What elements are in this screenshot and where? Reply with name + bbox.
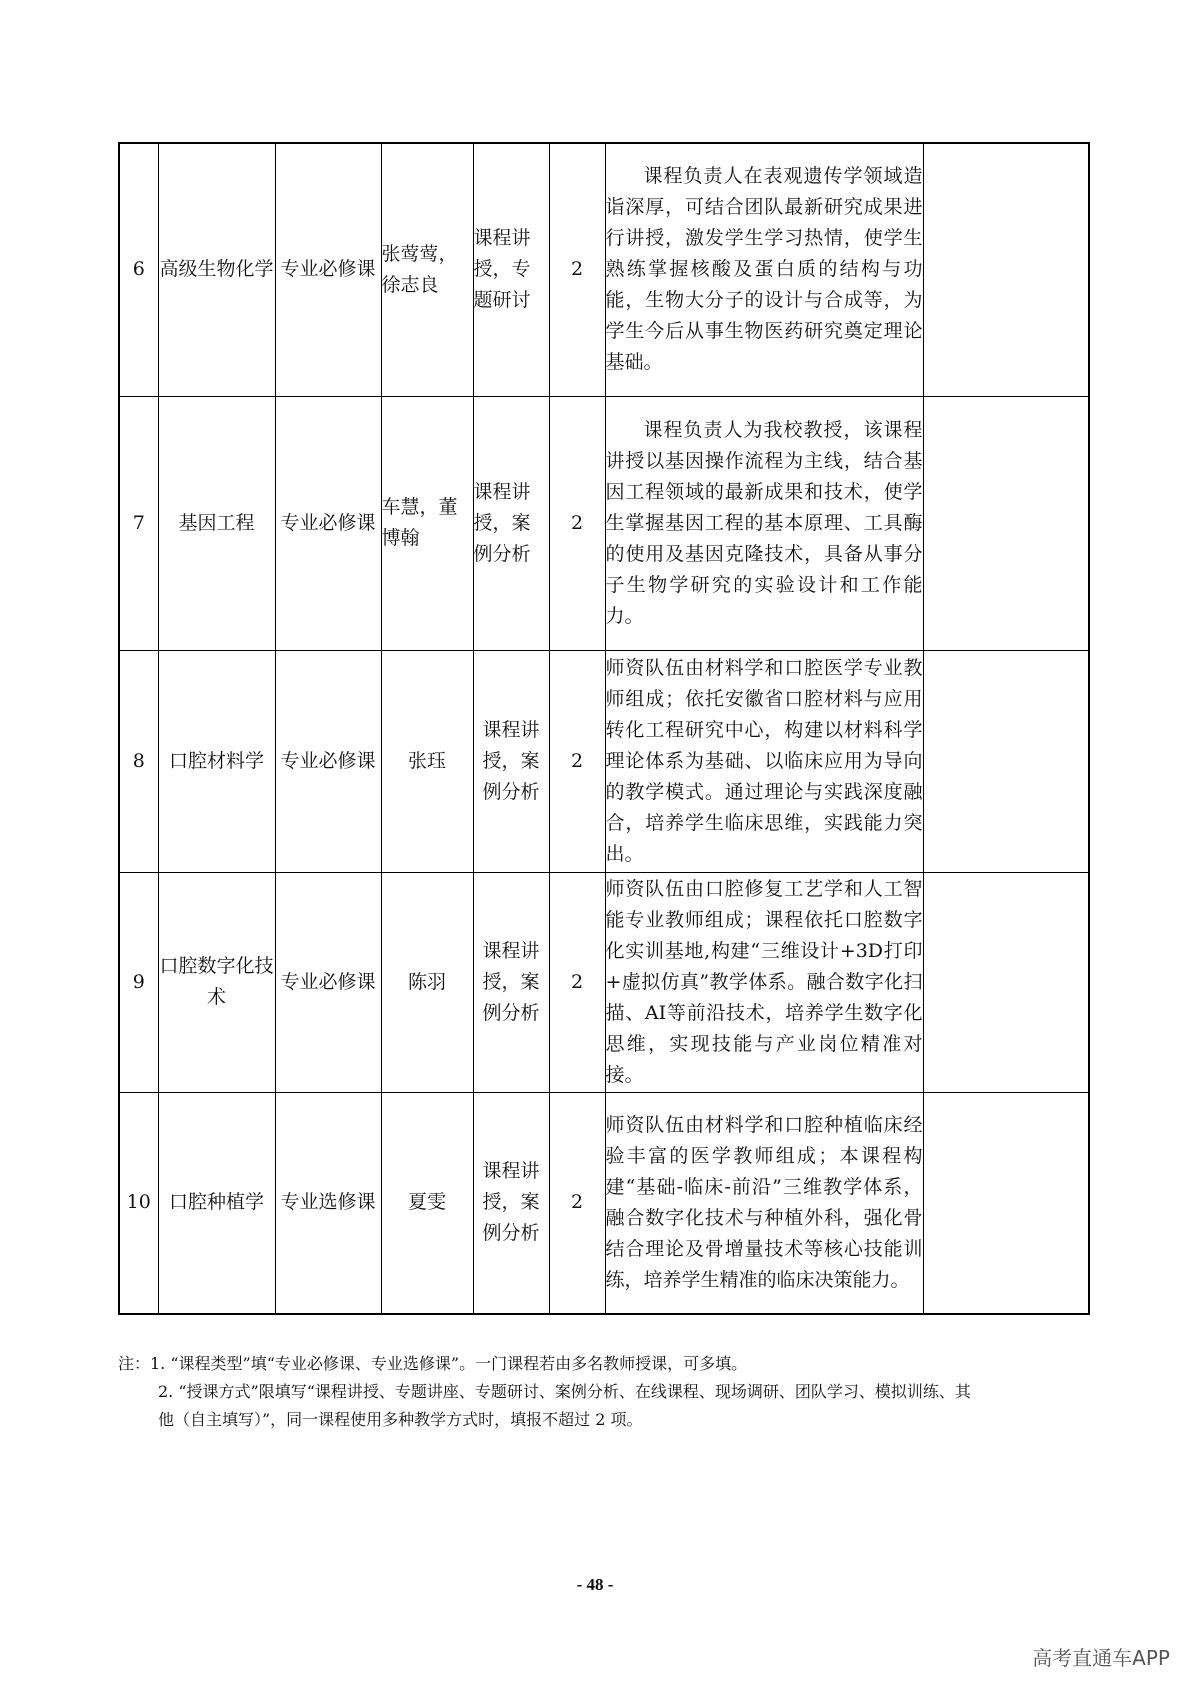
page-number: - 48 - xyxy=(576,1575,614,1594)
teaching-method: 课程讲授，专题研讨 xyxy=(473,143,549,396)
course-teachers: 陈羽 xyxy=(381,872,473,1092)
course-table xyxy=(118,142,1090,1315)
empty-cell xyxy=(923,872,1089,1092)
course-description: 师资队伍由口腔修复工艺学和人工智能专业教师组成；课程依托口腔数字化实训基地,构建“三维设计+3D打印+虚拟仿真”教学体系。融合数字化扫描、AI等前沿技术，培养学生数字化思维，实现技能与产业岗位精准对接。 xyxy=(605,872,923,1092)
course-type: 专业必修课 xyxy=(275,396,381,650)
table-row xyxy=(119,1092,1089,1314)
course-teachers: 夏雯 xyxy=(381,1092,473,1314)
course-type: 专业必修课 xyxy=(275,143,381,396)
empty-cell xyxy=(923,143,1089,396)
course-description: 师资队伍由材料学和口腔种植临床经验丰富的医学教师组成；本课程构建“基础-临床-前沿”三维教学体系，融合数字化技术与种植外科，强化骨结合理论及骨增量技术等核心技能训练，培养学生精准的临床决策能力。 xyxy=(605,1092,923,1314)
teaching-method: 课程讲授，案例分析 xyxy=(473,1092,549,1314)
teaching-method: 课程讲授，案例分析 xyxy=(473,872,549,1092)
course-description: 课程负责人为我校教授，该课程讲授以基因操作流程为主线，结合基因工程领域的最新成果和技术，使学生掌握基因工程的基本原理、工具酶的使用及基因克隆技术，具备从事分子生物学研究的实验设计和工作能力。 xyxy=(605,396,923,650)
course-teachers: 车慧，董博翰 xyxy=(381,396,473,650)
course-description: 课程负责人在表观遗传学领域造诣深厚，可结合团队最新研究成果进行讲授，激发学生学习热情，使学生熟练掌握核酸及蛋白质的结构与功能，生物大分子的设计与合成等，为学生今后从事生物医药研究奠定理论基础。 xyxy=(605,143,923,396)
course-type: 专业选修课 xyxy=(275,1092,381,1314)
course-hours: 2 xyxy=(549,650,605,872)
course-name: 口腔种植学 xyxy=(158,1092,275,1314)
empty-cell xyxy=(923,1092,1089,1314)
table-row xyxy=(119,396,1089,650)
course-teachers: 张珏 xyxy=(381,650,473,872)
course-name: 口腔数字化技术 xyxy=(158,872,275,1092)
row-number: 10 xyxy=(119,1092,158,1314)
table-row xyxy=(119,143,1089,396)
table-row xyxy=(119,650,1089,872)
course-teachers: 张莺莺，徐志良 xyxy=(381,143,473,396)
row-number: 7 xyxy=(119,396,158,650)
note-2-continued: 他（自主填写）”，同一课程使用多种教学方式时，填报不超过 2 项。 xyxy=(158,1410,643,1429)
table-notes xyxy=(118,1350,1098,1434)
teaching-method: 课程讲授，案例分析 xyxy=(473,650,549,872)
note-2: 2. “授课方式”限填写“课程讲授、专题讲座、专题研讨、案例分析、在线课程、现场调研、团队学习、模拟训练、其 xyxy=(158,1382,971,1401)
course-name: 高级生物化学 xyxy=(158,143,275,396)
course-name: 基因工程 xyxy=(158,396,275,650)
course-type: 专业必修课 xyxy=(275,872,381,1092)
row-number: 9 xyxy=(119,872,158,1092)
empty-cell xyxy=(923,650,1089,872)
course-hours: 2 xyxy=(549,1092,605,1314)
teaching-method: 课程讲授，案例分析 xyxy=(473,396,549,650)
course-description: 师资队伍由材料学和口腔医学专业教师组成；依托安徽省口腔材料与应用转化工程研究中心，构建以材料科学理论体系为基础、以临床应用为导向的教学模式。通过理论与实践深度融合，培养学生临床思维，实践能力突出。 xyxy=(605,650,923,872)
row-number: 6 xyxy=(119,143,158,396)
empty-cell xyxy=(923,396,1089,650)
course-type: 专业必修课 xyxy=(275,650,381,872)
course-hours: 2 xyxy=(549,143,605,396)
course-name: 口腔材料学 xyxy=(158,650,275,872)
course-hours: 2 xyxy=(549,872,605,1092)
row-number: 8 xyxy=(119,650,158,872)
watermark: 高考直通车APP xyxy=(1032,1646,1170,1670)
table-row xyxy=(119,872,1089,1092)
note-1: 注：1. “课程类型”填“专业必修课、专业选修课”。一门课程若由多名教师授课，可多填。 xyxy=(118,1354,748,1373)
course-hours: 2 xyxy=(549,396,605,650)
